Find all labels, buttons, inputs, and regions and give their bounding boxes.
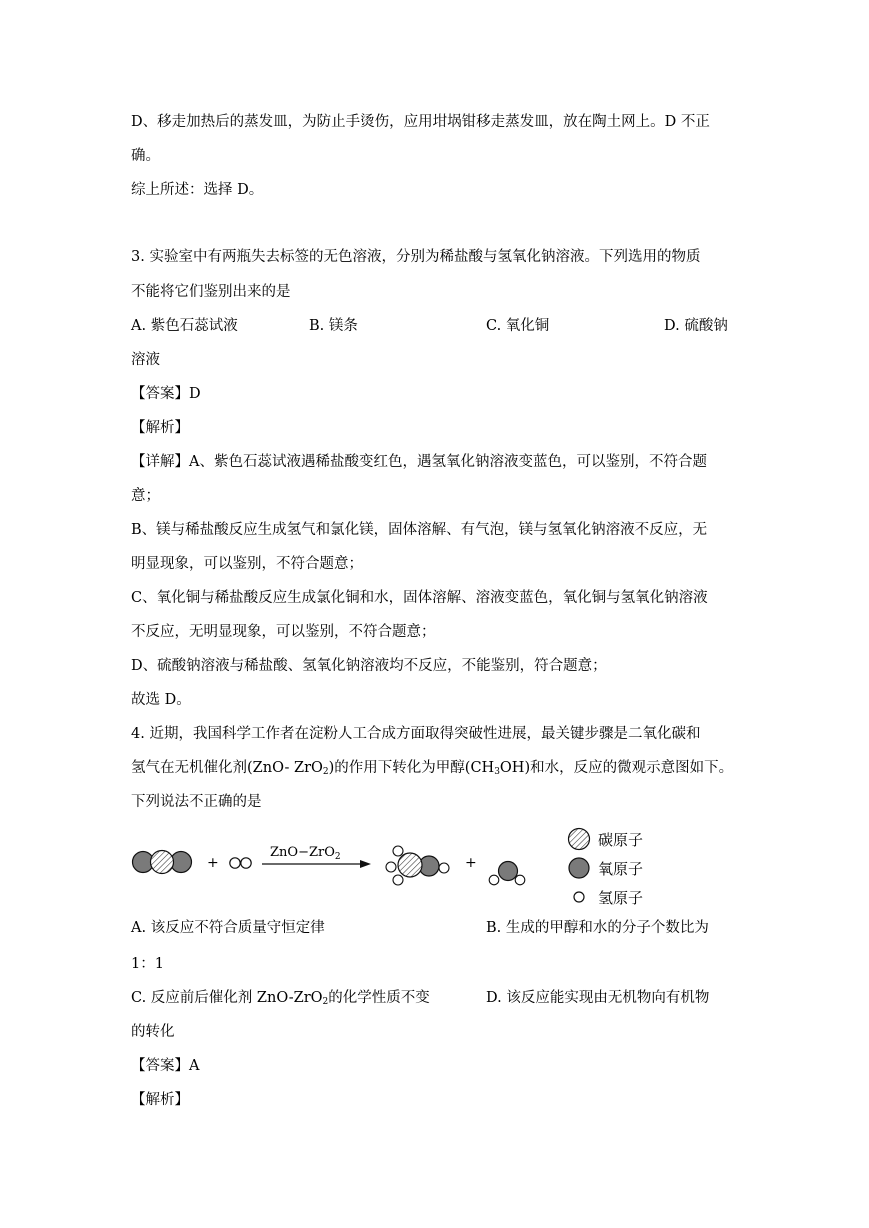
- plus-sign: +: [207, 855, 219, 871]
- q3-option-d-continued: 溶液: [131, 352, 160, 368]
- q3-detail-line: 意；: [131, 488, 160, 504]
- legend-oxygen-label: 氧原子: [598, 860, 644, 878]
- q4-answer: 【答案】A: [131, 1058, 200, 1074]
- q3-analysis-label: 【解析】: [131, 420, 189, 436]
- q3-stem-line2: 不能将它们鉴别出来的是: [131, 284, 291, 300]
- legend-carbon-label: 碳原子: [598, 831, 644, 849]
- q4-analysis-label: 【解析】: [131, 1092, 189, 1108]
- q3-detail-line: D、硫酸钠溶液与稀盐酸、氢氧化钠溶液均不反应，不能鉴别，符合题意；: [131, 658, 607, 674]
- q4-stem-line2: 氢气在无机催化剂(ZnO- ZrO$_2$)的作用下转化为甲醇$(CH_3OH)$和水，反应的微观示意图如下。: [131, 760, 734, 777]
- q3-option-a: A. 紫色石蕊试液: [131, 318, 238, 334]
- q4-option-a: A. 该反应不符合质量守恒定律: [131, 920, 325, 936]
- q3-option-c: C. 氧化铜: [486, 318, 550, 334]
- q4-stem-line1: 4. 近期，我国科学工作者在淀粉人工合成方面取得突破性进展，最关键步骤是二氧化碳和: [131, 726, 701, 742]
- q3-option-b: B. 镁条: [309, 318, 358, 334]
- q4-option-d-continued: 的转化: [131, 1024, 175, 1040]
- water-molecule: [489, 862, 525, 885]
- q4-option-d: D. 该反应能实现由无机物向有机物: [486, 990, 710, 1006]
- q3-detail-line: 明显现象，可以鉴别，不符合题意；: [131, 556, 363, 572]
- q3-option-d: D. 硫酸钠: [664, 318, 728, 334]
- plus-sign: +: [465, 855, 477, 871]
- q4-stem-line3: 下列说法不正确的是: [131, 794, 262, 810]
- co2-molecule: [133, 851, 192, 874]
- option-d-explanation-line2: 确。: [131, 148, 160, 164]
- legend-hydrogen-label: 氢原子: [598, 889, 644, 907]
- q3-detail-line: 【详解】A、紫色石蕊试液遇稀盐酸变红色，遇氢氧化钠溶液变蓝色，可以鉴别，不符合题: [131, 454, 707, 470]
- option-d-explanation-line1: D、移走加热后的蒸发皿，为防止手烫伤，应用坩埚钳移走蒸发皿，放在陶土网上。D 不正: [131, 114, 710, 130]
- q3-answer: 【答案】D: [131, 386, 201, 402]
- q3-detail-line: C、氧化铜与稀盐酸反应生成氯化铜和水，固体溶解、溶液变蓝色，氧化铜与氢氧化钠溶液: [131, 590, 708, 606]
- reaction-diagram: [128, 820, 688, 912]
- q4-option-b-continued: 1：1: [131, 956, 164, 972]
- q3-detail-line: 不反应，无明显现象，可以鉴别，不符合题意；: [131, 624, 436, 640]
- methanol-molecule: [386, 846, 449, 885]
- catalyst-label: ZnO−ZrO$_2$: [270, 845, 341, 862]
- q3-detail-line: 故选 D。: [131, 692, 191, 708]
- summary-line: 综上所述：选择 D。: [131, 182, 264, 198]
- legend: [569, 829, 644, 908]
- carbon-atom-swatch: [569, 829, 590, 850]
- q4-option-c: C. 反应前后催化剂 ZnO-ZrO$_2$的化学性质不变: [131, 990, 430, 1007]
- oxygen-atom-swatch: [569, 858, 589, 878]
- q4-option-b: B. 生成的甲醇和水的分子个数比为: [486, 920, 709, 936]
- q3-stem-line1: 3. 实验室中有两瓶失去标签的无色溶液，分别为稀盐酸与氢氧化钠溶液。下列选用的物质: [131, 249, 701, 265]
- reaction-arrow: [262, 860, 371, 868]
- q3-detail-line: B、镁与稀盐酸反应生成氢气和氯化镁，固体溶解、有气泡，镁与氢氧化钠溶液不反应，无: [131, 522, 708, 538]
- h2-molecule: [230, 858, 251, 868]
- hydrogen-atom-swatch: [574, 892, 584, 902]
